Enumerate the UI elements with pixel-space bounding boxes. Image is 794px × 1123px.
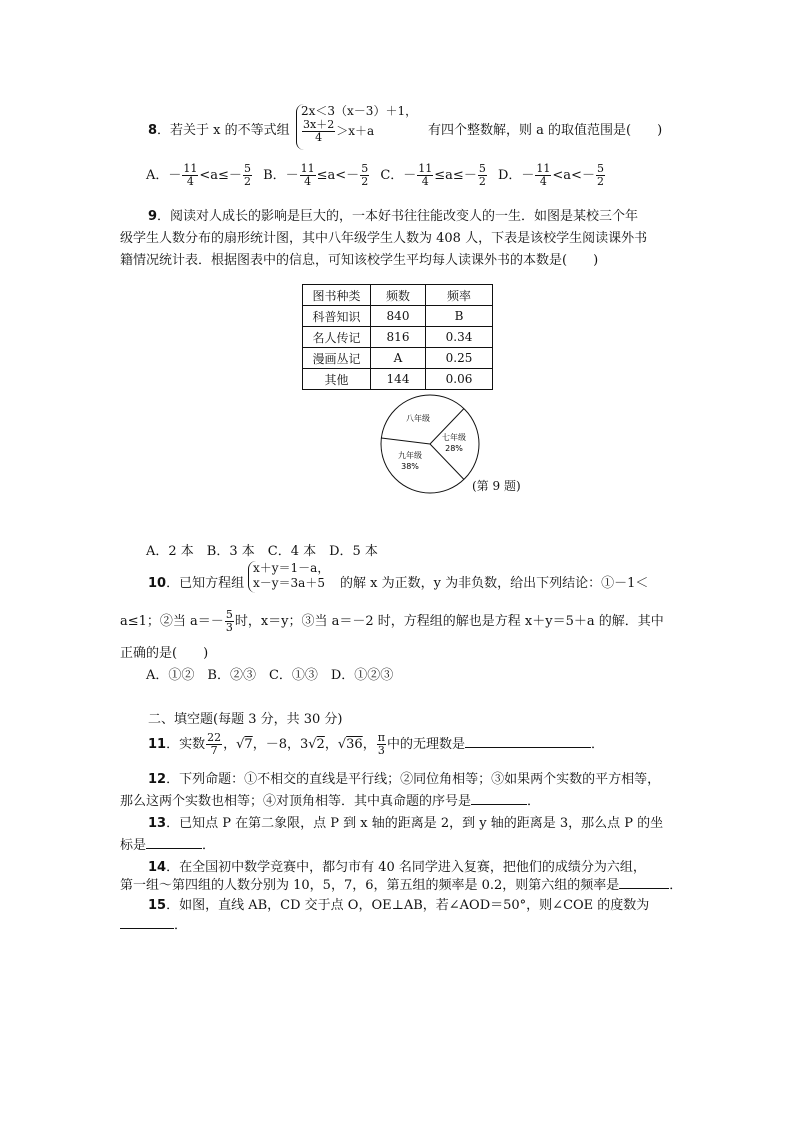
q11-stem: 11．实数 $\frac{22}{7}$ ，√7，－8，3√2，√36， $\frac{\pi}{3}$ 中的无理数是 ． [148,731,604,757]
table-row: 漫画丛记 A 0.25 [303,348,493,369]
grade-pie-chart [378,392,482,496]
q9-options[interactable]: A．2 本 B．3 本 C．4 本 D．5 本 [146,544,378,559]
q8-inequality-system [296,104,417,150]
q9-line3: 籍情况统计表．根据图表中的信息，可知该校学生平均每人读课外书的本数是( ) [120,253,599,268]
q10-equation-system [248,561,329,593]
q13-line2: 标是 ． [120,838,216,853]
q13-answer-blank[interactable] [146,848,202,849]
table-header-cell: 频率 [426,285,493,306]
pie-label-g9-pct: 38% [401,462,419,471]
q9-figure-caption: (第 9 题) [472,479,521,493]
q8-sys-fraction: $\frac{3x+2}{4}$ [303,118,335,144]
q14-answer-blank[interactable] [619,888,669,889]
q11-answer-blank[interactable] [465,747,591,748]
section-heading: 二、填空题(每题 3 分，共 30 分) [148,712,343,727]
q10-fraction: $\frac{5}{3}$ [225,608,233,634]
q8-sys-line1: 2x＜3（x－3）＋1， [301,104,418,118]
q14-line1: 14．在全国初中数学竞赛中，都匀市有 40 名同学进入复赛，把他们的成绩分为六组， [148,860,646,875]
q9-line2: 级学生人数分布的扇形统计图，其中八年级学生人数为 408 人，下表是该校学生阅读课外书 [120,231,648,246]
q8-sys-line2: $\frac{3x+2}{4}$ ＞x＋a [303,118,375,144]
pie-label-g7: 七年级 [442,433,466,442]
q12-answer-blank[interactable] [471,804,527,805]
reading-table [302,284,493,390]
q8-stem [148,119,290,138]
q13-line1: 13．已知点 P 在第二象限，点 P 到 x 轴的距离是 2，到 y 轴的距离是 3，那么点 P 的坐 [148,816,664,831]
q10-line3: 正确的是( ) [120,646,209,661]
q12-line2: 那么这两个实数也相等；④对顶角相等．其中真命题的序号是 ． [120,794,541,809]
q8-option-c[interactable]: C．－ $\frac{11}{4}$ ≤a≤－ $\frac{5}{2}$ [380,162,486,188]
q15-answer-blank[interactable] [120,928,174,929]
q8-option-a[interactable]: A．－ $\frac{11}{4}$ <a≤－ $\frac{5}{2}$ [146,162,251,188]
q8-option-b[interactable]: B．－ $\frac{11}{4}$ ≤a<－ $\frac{5}{2}$ [263,162,369,188]
pie-label-g9: 九年级 [398,451,422,460]
pie-label-g7-pct: 28% [445,444,463,453]
table-header-cell: 频数 [371,285,426,306]
q15-line2: ． [120,914,187,933]
table-header-cell: 图书种类 [303,285,371,306]
q10-post: 的解 x 为正数，y 为非负数，给出下列结论：①－1＜ [340,576,649,591]
table-row: 名人传记 816 0.34 [303,327,493,348]
q8-pre: ．若关于 x 的不等式组 [157,123,290,138]
q11-fraction: $\frac{\pi}{3}$ [377,731,385,757]
q8-number: 8 [148,123,158,138]
q15-line1: 15．如图，直线 AB，CD 交于点 O，OE⊥AB，若∠AOD＝50°，则∠COE 的度数为 [148,898,650,913]
q11-fraction: $\frac{22}{7}$ [207,731,222,757]
q8-option-d[interactable]: D．－ $\frac{11}{4}$ <a<－ $\frac{5}{2}$ [497,162,604,188]
q10-options[interactable]: A．①② B．②③ C．①③ D．①②③ [146,668,394,683]
q9-line1: 9．阅读对人成长的影响是巨大的，一本好书往往能改变人的一生．如图是某校三个年 [148,209,639,224]
q10-sys-line2: x－y＝3a＋5 [253,576,325,590]
q10-stem: 10．已知方程组 [148,576,245,591]
q8-options [146,163,606,188]
q10-sys-line1: x＋y＝1－a， [253,561,330,575]
q8-post: 有四个整数解，则 a 的取值范围是( ) [428,123,663,138]
q14-line2: 第一组～第四组的人数分别为 10，5，7，6，第五组的频率是 0.2，则第六组的频率是 ． [120,878,683,893]
pie-label-g8: 八年级 [406,414,430,423]
table-header-row [303,285,493,306]
table-row: 科普知识 840 B [303,306,493,327]
table-row: 其他 144 0.06 [303,369,493,390]
q10-line2: a≤1；②当 a＝－ $\frac{5}{3}$ 时，x＝y；③当 a＝－2 时，方程组的解也是方程 x＋y＝5＋a 的解．其中 [120,608,664,634]
q12-line1: 12．下列命题：①不相交的直线是平行线；②同位角相等；③如果两个实数的平方相等， [148,772,661,787]
